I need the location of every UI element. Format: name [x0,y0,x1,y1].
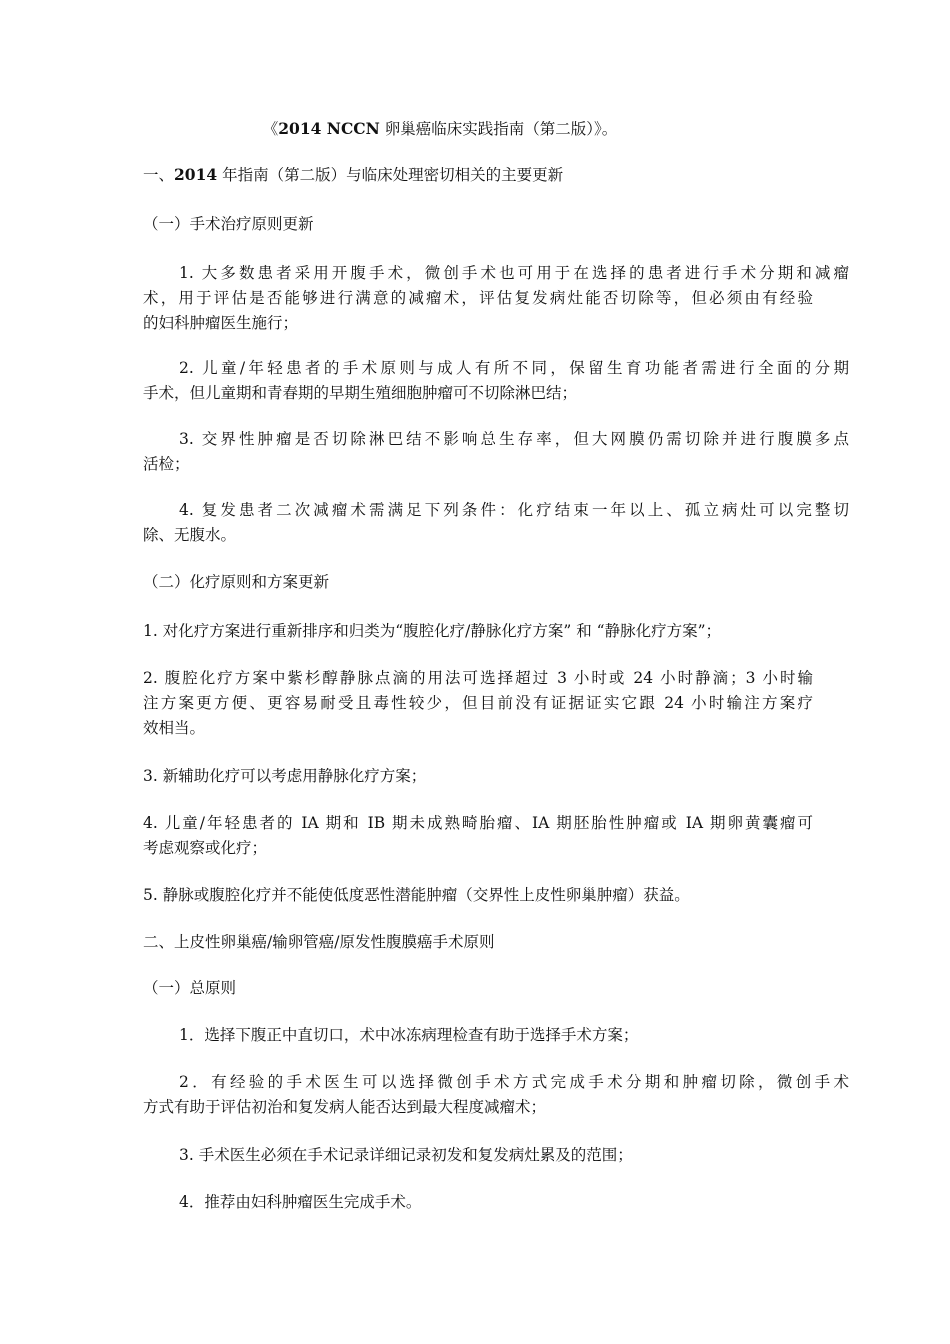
s2-sub1-item2-line1: 2．有经验的手术医生可以选择微创手术方式完成手术分期和肿瘤切除，微创手术 [179,1073,849,1091]
s1-sub1-item2-line2: 手术，但儿童期和青春期的早期生殖细胞肿瘤可不切除淋巴结； [143,384,578,402]
title-rest: 卵巢癌临床实践指南（第二版）》。 [379,120,618,138]
document-title [0,116,880,142]
title-bold: 2014 NCCN [278,119,380,138]
s1-sub2-item2-line3: 效相当。 [143,719,206,737]
s1-sub2-item1-line1: 1. 对化疗方案进行重新排序和归类为“腹腔化疗/静脉化疗方案” 和 “静脉化疗方案”； [143,622,721,640]
section1-sub1-heading: （一）手术治疗原则更新 [143,215,314,233]
s2-sub1-item1-line1: 1．选择下腹正中直切口，术中冰冻病理检查有助于选择手术方案； [179,1026,639,1044]
section1-sub2-heading: （二）化疗原则和方案更新 [143,573,330,591]
s1-sub2-item5-line1: 5. 静脉或腹腔化疗并不能使低度恶性潜能肿瘤（交界性上皮性卵巢肿瘤）获益。 [143,886,690,904]
section1-heading-rest: 年指南（第二版）与临床处理密切相关的主要更新 [217,166,564,184]
section2-heading: 二、上皮性卵巢癌/输卵管癌/原发性腹膜癌手术原则 [143,933,495,951]
section1-heading [143,162,813,188]
s1-sub1-item2-line1: 2. 儿童/年轻患者的手术原则与成人有所不同，保留生育功能者需进行全面的分期 [179,359,849,377]
s1-sub2-item2-line2: 注方案更方便、更容易耐受且毒性较少，但目前没有证据证实它跟 24 小时输注方案疗 [143,694,813,712]
s1-sub2-item3-line1: 3. 新辅助化疗可以考虑用静脉化疗方案； [143,767,427,785]
s1-sub1-item1-line2: 术，用于评估是否能够进行满意的减瘤术，评估复发病灶能否切除等，但必须由有经验 [143,289,813,307]
title-prefix: 《 [262,120,279,138]
section1-heading-prefix: 一、 [143,166,175,184]
section2-sub1-heading: （一）总原则 [143,979,237,997]
s1-sub2-item4-line2: 考虑观察或化疗； [143,839,268,857]
s2-sub1-item3-line1: 3. 手术医生必须在手术记录详细记录初发和复发病灶累及的范围； [179,1146,633,1164]
s1-sub1-item3-line1: 3. 交界性肿瘤是否切除淋巴结不影响总生存率，但大网膜仍需切除并进行腹膜多点 [179,430,849,448]
s1-sub1-item4-line2: 除、无腹水。 [143,526,237,544]
s1-sub1-item3-line2: 活检； [143,455,190,473]
s2-sub1-item2-line2: 方式有助于评估初治和复发病人能否达到最大程度减瘤术； [143,1098,547,1116]
s1-sub1-item1-line3: 的妇科肿瘤医生施行； [143,314,299,332]
s1-sub2-item2-line1: 2. 腹腔化疗方案中紫杉醇静脉点滴的用法可选择超过 3 小时或 24 小时静滴；3 小时输 [143,669,813,687]
s1-sub1-item4-line1: 4. 复发患者二次减瘤术需满足下列条件：化疗结束一年以上、孤立病灶可以完整切 [179,501,849,519]
s2-sub1-item4-line1: 4．推荐由妇科肿瘤医生完成手术。 [179,1193,422,1211]
s1-sub2-item4-line1: 4. 儿童/年轻患者的 IA 期和 IB 期未成熟畸胎瘤、IA 期胚胎性肿瘤或 IA 期卵黄囊瘤可 [143,814,813,832]
s1-sub1-item1-line1: 1. 大多数患者采用开腹手术，微创手术也可用于在选择的患者进行手术分期和减瘤 [179,264,849,282]
section1-heading-bold: 2014 [174,165,218,184]
